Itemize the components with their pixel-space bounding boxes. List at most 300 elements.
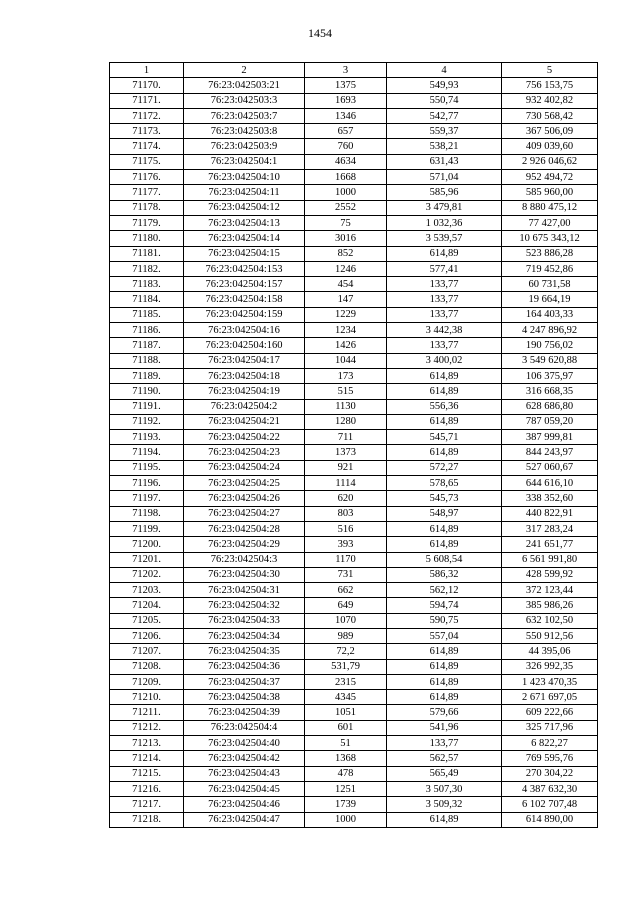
cadastral-value-cell: 10 675 343,12 <box>502 231 598 246</box>
specific-value-cell: 545,71 <box>387 430 502 445</box>
table-row <box>110 812 598 827</box>
cadastral-number-cell: 76:23:042504:35 <box>184 644 305 659</box>
cadastral-value-cell: 6 102 707,48 <box>502 797 598 812</box>
table-row <box>110 583 598 598</box>
cadastral-value-cell: 428 599,92 <box>502 567 598 582</box>
specific-value-cell: 3 400,02 <box>387 353 502 368</box>
cadastral-number-cell: 76:23:042504:13 <box>184 215 305 230</box>
cadastral-number-cell: 76:23:042504:46 <box>184 797 305 812</box>
specific-value-cell: 614,89 <box>387 368 502 383</box>
table-row <box>110 384 598 399</box>
table-row <box>110 491 598 506</box>
specific-value-cell: 549,93 <box>387 78 502 93</box>
table-row <box>110 215 598 230</box>
cadastral-value-cell: 440 822,91 <box>502 506 598 521</box>
cadastral-number-cell: 76:23:042504:12 <box>184 200 305 215</box>
table-row <box>110 705 598 720</box>
cadastral-number-cell: 76:23:042504:17 <box>184 353 305 368</box>
cadastral-number-cell: 76:23:042504:159 <box>184 307 305 322</box>
table-row <box>110 368 598 383</box>
area-cell: 1000 <box>305 812 387 827</box>
row-number-cell: 71187. <box>110 338 184 353</box>
cadastral-number-cell: 76:23:042504:10 <box>184 170 305 185</box>
specific-value-cell: 3 507,30 <box>387 781 502 796</box>
specific-value-cell: 571,04 <box>387 170 502 185</box>
table-row <box>110 567 598 582</box>
column-header: 5 <box>502 63 598 78</box>
cadastral-number-cell: 76:23:042504:30 <box>184 567 305 582</box>
specific-value-cell: 614,89 <box>387 384 502 399</box>
column-header: 4 <box>387 63 502 78</box>
area-cell: 803 <box>305 506 387 521</box>
table-row <box>110 399 598 414</box>
cadastral-number-cell: 76:23:042504:2 <box>184 399 305 414</box>
area-cell: 1229 <box>305 307 387 322</box>
cadastral-value-cell: 106 375,97 <box>502 368 598 383</box>
cadastral-number-cell: 76:23:042504:27 <box>184 506 305 521</box>
row-number-cell: 71210. <box>110 690 184 705</box>
table-row <box>110 353 598 368</box>
cadastral-number-cell: 76:23:042504:19 <box>184 384 305 399</box>
cadastral-number-cell: 76:23:042504:4 <box>184 720 305 735</box>
area-cell: 72,2 <box>305 644 387 659</box>
cadastral-value-cell: 385 986,26 <box>502 598 598 613</box>
cadastral-value-cell: 4 247 896,92 <box>502 323 598 338</box>
cadastral-value-cell: 527 060,67 <box>502 460 598 475</box>
cadastral-value-cell: 756 153,75 <box>502 78 598 93</box>
area-cell: 1070 <box>305 613 387 628</box>
table-row <box>110 521 598 536</box>
cadastral-number-cell: 76:23:042504:1 <box>184 154 305 169</box>
table-row <box>110 154 598 169</box>
cadastral-number-cell: 76:23:042503:7 <box>184 108 305 123</box>
area-cell: 75 <box>305 215 387 230</box>
area-cell: 1346 <box>305 108 387 123</box>
row-number-cell: 71191. <box>110 399 184 414</box>
area-cell: 516 <box>305 521 387 536</box>
cadastral-number-cell: 76:23:042504:160 <box>184 338 305 353</box>
cadastral-value-cell: 44 395,06 <box>502 644 598 659</box>
table-row <box>110 766 598 781</box>
row-number-cell: 71190. <box>110 384 184 399</box>
row-number-cell: 71193. <box>110 430 184 445</box>
area-cell: 662 <box>305 583 387 598</box>
specific-value-cell: 614,89 <box>387 690 502 705</box>
area-cell: 1693 <box>305 93 387 108</box>
table-row <box>110 720 598 735</box>
area-cell: 1668 <box>305 170 387 185</box>
row-number-cell: 71206. <box>110 628 184 643</box>
table-row <box>110 231 598 246</box>
area-cell: 1234 <box>305 323 387 338</box>
specific-value-cell: 556,36 <box>387 399 502 414</box>
area-cell: 51 <box>305 736 387 751</box>
cadastral-number-cell: 76:23:042504:33 <box>184 613 305 628</box>
column-header: 3 <box>305 63 387 78</box>
area-cell: 393 <box>305 537 387 552</box>
cadastral-number-cell: 76:23:042503:3 <box>184 93 305 108</box>
specific-value-cell: 631,43 <box>387 154 502 169</box>
table-row <box>110 690 598 705</box>
table-row <box>110 261 598 276</box>
row-number-cell: 71194. <box>110 445 184 460</box>
cadastral-number-cell: 76:23:042504:23 <box>184 445 305 460</box>
row-number-cell: 71177. <box>110 185 184 200</box>
specific-value-cell: 614,89 <box>387 521 502 536</box>
cadastral-value-cell: 932 402,82 <box>502 93 598 108</box>
cadastral-value-cell: 787 059,20 <box>502 414 598 429</box>
area-cell: 1000 <box>305 185 387 200</box>
row-number-cell: 71214. <box>110 751 184 766</box>
cadastral-value-cell: 3 549 620,88 <box>502 353 598 368</box>
area-cell: 1044 <box>305 353 387 368</box>
cadastral-number-cell: 76:23:042504:34 <box>184 628 305 643</box>
row-number-cell: 71180. <box>110 231 184 246</box>
table-row <box>110 537 598 552</box>
area-cell: 4345 <box>305 690 387 705</box>
cadastral-number-cell: 76:23:042504:31 <box>184 583 305 598</box>
cadastral-value-cell: 8 880 475,12 <box>502 200 598 215</box>
row-number-cell: 71209. <box>110 674 184 689</box>
row-number-cell: 71172. <box>110 108 184 123</box>
specific-value-cell: 562,12 <box>387 583 502 598</box>
specific-value-cell: 565,49 <box>387 766 502 781</box>
cadastral-value-cell: 367 506,09 <box>502 124 598 139</box>
specific-value-cell: 562,57 <box>387 751 502 766</box>
row-number-cell: 71179. <box>110 215 184 230</box>
specific-value-cell: 614,89 <box>387 246 502 261</box>
cadastral-number-cell: 76:23:042504:15 <box>184 246 305 261</box>
cadastral-number-cell: 76:23:042504:18 <box>184 368 305 383</box>
cadastral-value-cell: 644 616,10 <box>502 476 598 491</box>
cadastral-number-cell: 76:23:042504:37 <box>184 674 305 689</box>
table-row <box>110 292 598 307</box>
area-cell: 1114 <box>305 476 387 491</box>
specific-value-cell: 594,74 <box>387 598 502 613</box>
table-row <box>110 613 598 628</box>
cadastral-number-cell: 76:23:042503:21 <box>184 78 305 93</box>
area-cell: 620 <box>305 491 387 506</box>
cadastral-number-cell: 76:23:042504:40 <box>184 736 305 751</box>
area-cell: 1170 <box>305 552 387 567</box>
cadastral-number-cell: 76:23:042504:14 <box>184 231 305 246</box>
row-number-cell: 71215. <box>110 766 184 781</box>
area-cell: 3016 <box>305 231 387 246</box>
row-number-cell: 71176. <box>110 170 184 185</box>
specific-value-cell: 133,77 <box>387 736 502 751</box>
table-row <box>110 338 598 353</box>
cadastral-value-cell: 270 304,22 <box>502 766 598 781</box>
specific-value-cell: 577,41 <box>387 261 502 276</box>
cadastral-number-cell: 76:23:042504:39 <box>184 705 305 720</box>
row-number-cell: 71204. <box>110 598 184 613</box>
cadastral-number-cell: 76:23:042504:42 <box>184 751 305 766</box>
cadastral-value-cell: 4 387 632,30 <box>502 781 598 796</box>
cadastral-value-cell: 387 999,81 <box>502 430 598 445</box>
table-row <box>110 644 598 659</box>
area-cell: 601 <box>305 720 387 735</box>
cadastral-value-cell: 6 561 991,80 <box>502 552 598 567</box>
row-number-cell: 71198. <box>110 506 184 521</box>
row-number-cell: 71182. <box>110 261 184 276</box>
area-cell: 852 <box>305 246 387 261</box>
specific-value-cell: 590,75 <box>387 613 502 628</box>
cadastral-number-cell: 76:23:042504:153 <box>184 261 305 276</box>
table-row <box>110 277 598 292</box>
specific-value-cell: 585,96 <box>387 185 502 200</box>
cadastral-value-cell: 844 243,97 <box>502 445 598 460</box>
area-cell: 531,79 <box>305 659 387 674</box>
row-number-cell: 71213. <box>110 736 184 751</box>
specific-value-cell: 586,32 <box>387 567 502 582</box>
table-row <box>110 323 598 338</box>
specific-value-cell: 3 509,32 <box>387 797 502 812</box>
specific-value-cell: 614,89 <box>387 812 502 827</box>
table-row <box>110 430 598 445</box>
table-row <box>110 736 598 751</box>
cadastral-value-cell: 60 731,58 <box>502 277 598 292</box>
cadastral-number-cell: 76:23:042504:32 <box>184 598 305 613</box>
table-row <box>110 307 598 322</box>
cadastral-value-cell: 2 926 046,62 <box>502 154 598 169</box>
cadastral-value-cell: 338 352,60 <box>502 491 598 506</box>
cadastral-number-cell: 76:23:042504:36 <box>184 659 305 674</box>
area-cell: 454 <box>305 277 387 292</box>
specific-value-cell: 548,97 <box>387 506 502 521</box>
specific-value-cell: 538,21 <box>387 139 502 154</box>
row-number-cell: 71201. <box>110 552 184 567</box>
table-row <box>110 200 598 215</box>
specific-value-cell: 545,73 <box>387 491 502 506</box>
page-number: 1454 <box>308 26 332 40</box>
table-row <box>110 659 598 674</box>
row-number-cell: 71203. <box>110 583 184 598</box>
row-number-cell: 71186. <box>110 323 184 338</box>
cadastral-number-cell: 76:23:042504:38 <box>184 690 305 705</box>
specific-value-cell: 542,77 <box>387 108 502 123</box>
row-number-cell: 71205. <box>110 613 184 628</box>
cadastral-number-cell: 76:23:042504:157 <box>184 277 305 292</box>
cadastral-number-cell: 76:23:042504:3 <box>184 552 305 567</box>
area-cell: 1280 <box>305 414 387 429</box>
table-row <box>110 108 598 123</box>
row-number-cell: 71183. <box>110 277 184 292</box>
cadastral-value-cell: 325 717,96 <box>502 720 598 735</box>
specific-value-cell: 541,96 <box>387 720 502 735</box>
table-row <box>110 460 598 475</box>
row-number-cell: 71207. <box>110 644 184 659</box>
area-cell: 2552 <box>305 200 387 215</box>
specific-value-cell: 572,27 <box>387 460 502 475</box>
cadastral-value-cell: 614 890,00 <box>502 812 598 827</box>
specific-value-cell: 133,77 <box>387 292 502 307</box>
row-number-cell: 71195. <box>110 460 184 475</box>
area-cell: 921 <box>305 460 387 475</box>
cadastral-number-cell: 76:23:042504:26 <box>184 491 305 506</box>
table-row <box>110 139 598 154</box>
table-row <box>110 170 598 185</box>
cadastral-value-cell: 190 756,02 <box>502 338 598 353</box>
table-row <box>110 552 598 567</box>
row-number-cell: 71218. <box>110 812 184 827</box>
area-cell: 1251 <box>305 781 387 796</box>
cadastral-value-cell: 730 568,42 <box>502 108 598 123</box>
area-cell: 147 <box>305 292 387 307</box>
cadastral-number-cell: 76:23:042504:28 <box>184 521 305 536</box>
row-number-cell: 71185. <box>110 307 184 322</box>
specific-value-cell: 557,04 <box>387 628 502 643</box>
specific-value-cell: 559,37 <box>387 124 502 139</box>
row-number-cell: 71199. <box>110 521 184 536</box>
row-number-cell: 71217. <box>110 797 184 812</box>
cadastral-value-cell: 609 222,66 <box>502 705 598 720</box>
cadastral-value-cell: 241 651,77 <box>502 537 598 552</box>
cadastral-number-cell: 76:23:042504:21 <box>184 414 305 429</box>
specific-value-cell: 3 539,57 <box>387 231 502 246</box>
row-number-cell: 71211. <box>110 705 184 720</box>
table-row <box>110 246 598 261</box>
row-number-cell: 71212. <box>110 720 184 735</box>
cadastral-number-cell: 76:23:042503:9 <box>184 139 305 154</box>
cadastral-value-cell: 585 960,00 <box>502 185 598 200</box>
table-row <box>110 476 598 491</box>
area-cell: 1373 <box>305 445 387 460</box>
area-cell: 649 <box>305 598 387 613</box>
specific-value-cell: 614,89 <box>387 537 502 552</box>
area-cell: 711 <box>305 430 387 445</box>
table-row <box>110 598 598 613</box>
table-row <box>110 797 598 812</box>
table-row <box>110 751 598 766</box>
cadastral-number-cell: 76:23:042503:8 <box>184 124 305 139</box>
cadastral-value-cell: 77 427,00 <box>502 215 598 230</box>
cadastral-value-cell: 719 452,86 <box>502 261 598 276</box>
cadastral-value-cell: 632 102,50 <box>502 613 598 628</box>
column-header: 1 <box>110 63 184 78</box>
cadastral-value-cell: 164 403,33 <box>502 307 598 322</box>
row-number-cell: 71184. <box>110 292 184 307</box>
cadastral-value-cell: 409 039,60 <box>502 139 598 154</box>
table-row <box>110 93 598 108</box>
specific-value-cell: 5 608,54 <box>387 552 502 567</box>
table-row <box>110 185 598 200</box>
specific-value-cell: 133,77 <box>387 338 502 353</box>
cadastral-number-cell: 76:23:042504:25 <box>184 476 305 491</box>
table-row <box>110 445 598 460</box>
row-number-cell: 71208. <box>110 659 184 674</box>
row-number-cell: 71192. <box>110 414 184 429</box>
specific-value-cell: 133,77 <box>387 277 502 292</box>
row-number-cell: 71196. <box>110 476 184 491</box>
cadastral-value-cell: 952 494,72 <box>502 170 598 185</box>
cadastral-number-cell: 76:23:042504:11 <box>184 185 305 200</box>
cadastral-number-cell: 76:23:042504:43 <box>184 766 305 781</box>
table-row <box>110 781 598 796</box>
cadastral-number-cell: 76:23:042504:158 <box>184 292 305 307</box>
table-row <box>110 674 598 689</box>
area-cell: 1375 <box>305 78 387 93</box>
row-number-cell: 71200. <box>110 537 184 552</box>
specific-value-cell: 133,77 <box>387 307 502 322</box>
area-cell: 1368 <box>305 751 387 766</box>
cadastral-number-cell: 76:23:042504:16 <box>184 323 305 338</box>
row-number-cell: 71171. <box>110 93 184 108</box>
specific-value-cell: 550,74 <box>387 93 502 108</box>
area-cell: 1130 <box>305 399 387 414</box>
cadastral-value-cell: 550 912,56 <box>502 628 598 643</box>
row-number-cell: 71170. <box>110 78 184 93</box>
area-cell: 989 <box>305 628 387 643</box>
area-cell: 515 <box>305 384 387 399</box>
cadastral-number-cell: 76:23:042504:47 <box>184 812 305 827</box>
specific-value-cell: 614,89 <box>387 674 502 689</box>
specific-value-cell: 1 032,36 <box>387 215 502 230</box>
area-cell: 657 <box>305 124 387 139</box>
row-number-cell: 71197. <box>110 491 184 506</box>
specific-value-cell: 3 442,38 <box>387 323 502 338</box>
specific-value-cell: 3 479,81 <box>387 200 502 215</box>
cadastral-value-cell: 326 992,35 <box>502 659 598 674</box>
cadastral-value-cell: 523 886,28 <box>502 246 598 261</box>
cadastral-value-cell: 316 668,35 <box>502 384 598 399</box>
specific-value-cell: 614,89 <box>387 414 502 429</box>
row-number-cell: 71173. <box>110 124 184 139</box>
cadastral-number-cell: 76:23:042504:22 <box>184 430 305 445</box>
area-cell: 478 <box>305 766 387 781</box>
row-number-cell: 71189. <box>110 368 184 383</box>
area-cell: 1051 <box>305 705 387 720</box>
cadastral-value-cell: 317 283,24 <box>502 521 598 536</box>
area-cell: 2315 <box>305 674 387 689</box>
specific-value-cell: 614,89 <box>387 644 502 659</box>
row-number-cell: 71174. <box>110 139 184 154</box>
cadastral-number-cell: 76:23:042504:24 <box>184 460 305 475</box>
cadastral-value-cell: 769 595,76 <box>502 751 598 766</box>
specific-value-cell: 614,89 <box>387 659 502 674</box>
row-number-cell: 71188. <box>110 353 184 368</box>
area-cell: 1426 <box>305 338 387 353</box>
cadastral-value-cell: 19 664,19 <box>502 292 598 307</box>
area-cell: 4634 <box>305 154 387 169</box>
area-cell: 760 <box>305 139 387 154</box>
table-row <box>110 506 598 521</box>
table-row <box>110 124 598 139</box>
cadastral-value-table <box>109 62 598 828</box>
area-cell: 731 <box>305 567 387 582</box>
specific-value-cell: 578,65 <box>387 476 502 491</box>
cadastral-value-cell: 628 686,80 <box>502 399 598 414</box>
row-number-cell: 71178. <box>110 200 184 215</box>
row-number-cell: 71216. <box>110 781 184 796</box>
cadastral-value-cell: 372 123,44 <box>502 583 598 598</box>
cadastral-value-cell: 1 423 470,35 <box>502 674 598 689</box>
cadastral-number-cell: 76:23:042504:29 <box>184 537 305 552</box>
cadastral-value-cell: 6 822,27 <box>502 736 598 751</box>
cadastral-number-cell: 76:23:042504:45 <box>184 781 305 796</box>
row-number-cell: 71202. <box>110 567 184 582</box>
row-number-cell: 71181. <box>110 246 184 261</box>
table-row <box>110 628 598 643</box>
specific-value-cell: 614,89 <box>387 445 502 460</box>
area-cell: 173 <box>305 368 387 383</box>
specific-value-cell: 579,66 <box>387 705 502 720</box>
area-cell: 1246 <box>305 261 387 276</box>
column-header: 2 <box>184 63 305 78</box>
table-row <box>110 78 598 93</box>
row-number-cell: 71175. <box>110 154 184 169</box>
area-cell: 1739 <box>305 797 387 812</box>
column-number-row <box>110 63 598 78</box>
